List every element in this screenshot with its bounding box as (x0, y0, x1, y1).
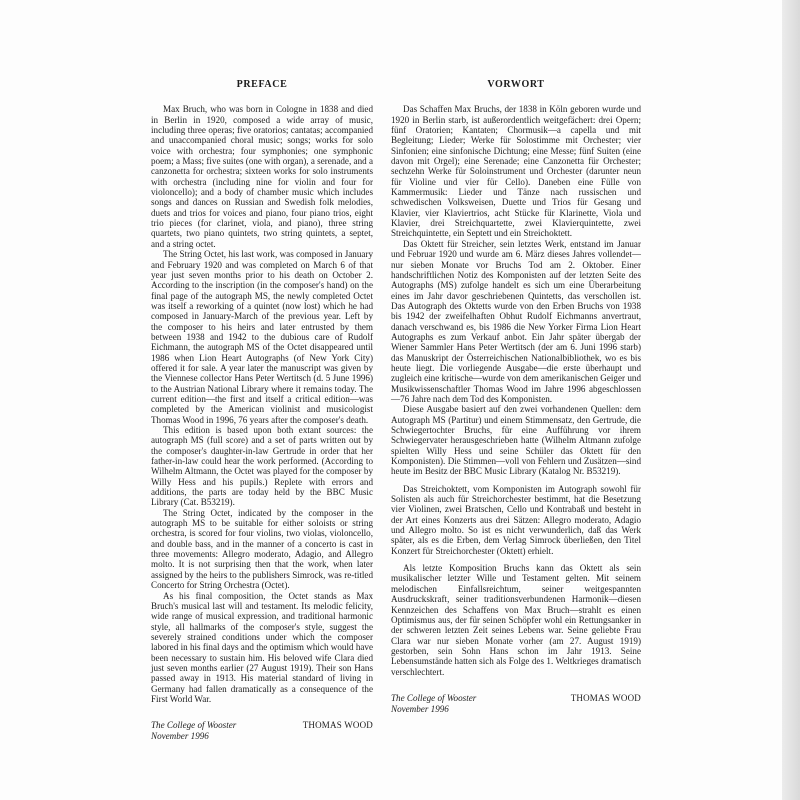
vorwort-signature-place (391, 693, 476, 715)
vorwort-signature-date: November 1996 (391, 703, 449, 714)
preface-paragraph-3: This edition is based upon both extant sources: the autograph MS (full score) and a set of parts written out by the composer's daughter-in-law Gertrude in order that her father-in-law could hear the work performed. (According to Wilhelm Altmann, the Octet was played for the composer by Willy Hess and his pupils.) Replete with errors and additions, the parts are today held by the BBC Music Library (Cat. B53219). (151, 425, 373, 508)
vorwort-paragraph-4: Das Streichoktett, vom Komponisten im Autograph sowohl für Solisten als auch für Streichorchester bestimmt, hat die Besetzung vier Violinen, zwei Bratschen, Cello und Kontrabaß und besteht in der Art eines Konzerts aus drei Sätzen: Allegro moderato, Adagio und Allegro molto. So ist es nicht verwunderlich, daß das Werk später, als es die Erben, dem Verlag Simrock überließen, den Titel Konzert für Streichorchester (Oktett) erhielt. (391, 483, 641, 556)
vorwort-paragraph-5: Als letzte Komposition Bruchs kann das Oktett als sein musikalischer letzter Wille und Testament gelten. Mit seinem melodischen Einfallsreichtum, seiner weitgespannten Ausdruckskraft, seiner traditionsverbundenen Harmonik—diesen Kennzeichen des Schaffens von Max Bruch—strahlt es einen Optimismus aus, der für seinen Schöpfer wohl ein Rettungsanker in der schweren letzten Zeit seines Lebens war. Seine geliebte Frau Clara war nur sieben Monate vorher (am 27. August 1919) gestorben, sein Sohn Hans schon im Jahr 1913. Seine Lebensumstände hatten sich als Folge des 1. Weltkrieges dramatisch verschlechtert. (391, 563, 641, 677)
preface-paragraph-5: As his final composition, the Octet stands as Max Bruch's musical last will and testament. Its melodic felicity, wide range of musical expression, and traditional harmonic style, all hallmarks of the composer's style, suggest the severely strained conditions under which the composer labored in his final days and the optimism which would have been necessary to sustain him. His beloved wife Clara died just seven months earlier (27 August 1919). Their son Hans passed away in 1913. His material standard of living in Germany had fallen dramatically as a consequence of the First World War. (151, 590, 373, 704)
preface-signature-institution: The College of Wooster (151, 720, 237, 731)
vorwort-paragraph-2: Das Oktett für Streicher, sein letztes Werk, entstand im Januar und Februar 1920 und wurde am 6. März dieses Jahres vollendet—nur sieben Monate vor Bruchs Tod am 2. Oktober. Einer handschriftlichen Notiz des Komponisten auf der letzten Seite des Autographs (MS) zufolge handelt es sich um eine Überarbeitung eines im Jahr davor geschriebenen Quintetts, das verschollen ist. Das Autograph des Oktetts wurde von den Erben Bruchs von 1938 bis 1942 der zweifelhaften Obhut Rudolf Eichmanns anvertraut, danach verschwand es, bis 1986 die New Yorker Firma Lion Heart Autographs es zum Verkauf anbot. Ein Jahr später übergab der Wiener Sammler Hans Peter Wertitsch (der am 6. Juni 1996 starb) das Manuskript der Österreichischen Nationalbibliothek, wo es bis heute liegt. Die vorliegende Ausgabe—die erste überhaupt und zugleich eine kritische—wurde von dem amerikanischen Geiger und Musikwissenschaftler Thomas Wood im Jahre 1996 abgeschlossen—76 Jahre nach dem Tod des Komponisten. (391, 238, 641, 404)
preface-paragraph-2: The String Octet, his last work, was composed in January and February 1920 and was completed on March 6 of that year just seven months prior to his death on October 2. According to the inscription (in the composer's hand) on the final page of the autograph MS, the newly completed Octet was itself a reworking of a quintet (now lost) which he had composed in January-March of the previous year. Left by the composer to his heirs and later entrusted by them between 1938 and 1942 to the dubious care of Rudolf Eichmann, the autograph MS of the Octet disappeared until 1986 when Lion Heart Autographs (of New York City) offered it for sale. A year later the manuscript was given by the Viennese collector Hans Peter Wertitsch (d. 5 June 1996) to the Austrian National Library where it remains today. The current edition—the first and itself a critical edition—was completed by the American violinist and musicologist Thomas Wood in 1996, 76 years after the composer's death. (151, 249, 373, 425)
preface-signature-name: THOMAS WOOD (302, 720, 373, 731)
preface-column (151, 80, 373, 742)
preface-paragraph-1: Max Bruch, who was born in Cologne in 1838 and died in Berlin in 1920, composed a wide array of music, including three operas; five oratorios; cantatas; accompanied and unaccompanied choral music; songs; works for solo voice with orchestra; four symphonies; one symphonic poem; a Mass; five suites (one with organ), a serenade, and a canzonetta for orchestra; sixteen works for solo instruments with orchestra (including nine for violin and four for violoncello); and a body of chamber music which includes songs and dances on Russian and Swedish folk melodies, duets and trios for voices and piano, four piano trios, eight trio pieces (for clarinet, viola, and piano), three string quartets, two piano quintets, two string quintets, a septet, and a string octet. (151, 104, 373, 249)
vorwort-column (391, 80, 641, 715)
vorwort-paragraph-3: Diese Ausgabe basiert auf den zwei vorhandenen Quellen: dem Autograph MS (Partitur) und einem Stimmensatz, den Gertrude, die Schwiegertochter Bruchs, für eine Aufführung vor ihrem Schwiegervater herausgeschrieben hatte (Wilhelm Altmann zufolge spielten Willy Hess und seine Schüler das Oktett für den Komponisten). Die Stimmen—voll von Fehlern und Zusätzen—sind heute im Besitz der BBC Music Library (Katalog Nr. B53219). (391, 404, 641, 477)
preface-title: PREFACE (236, 79, 288, 90)
preface-paragraph-4: The String Octet, indicated by the composer in the autograph MS to be suitable for either soloists or string orchestra, is scored for four violins, two violas, violoncello, and double bass, and in the manner of a concerto is cast in three movements: Allegro moderato, Adagio, and Allegro molto. It is not surprising then that the work, when later assigned by the heirs to the publishers Simrock, was re-titled Concerto for String Orchestra (Octet). (151, 507, 373, 591)
vorwort-title: VORWORT (487, 79, 545, 90)
vorwort-signature (391, 693, 641, 715)
vorwort-signature-name: THOMAS WOOD (570, 692, 641, 703)
preface-signature-place (151, 720, 236, 742)
vorwort-paragraph-1: Das Schaffen Max Bruchs, der 1838 in Köln geboren wurde und 1920 in Berlin starb, ist außerordentlich weitgefächert: drei Opern; fünf Oratorien; Kantaten; Chormusik—a capella und mit Begleitung; Lieder; Werke für Solostimme mit Orchester; vier Sinfonien; eine sinfonische Dichtung; eine Messe; fünf Suiten (eine davon mit Orgel); eine Serenade; eine Canzonetta für Orchester; sechzehn Werke für Soloinstrument und Orchester (darunter neun für Violine und vier für Cello). Daneben eine Fülle von Kammermusik: Lieder und Tänze nach russischen und schwedischen Volksweisen, Duette und Trios für Gesang und Klavier, vier Klaviertrios, acht Stücke für Klarinette, Viola und Klavier, drei Streichquartette, zwei Klavierquintette, zwei Streichquintette, ein Septett und ein Streichoktett. (391, 104, 641, 239)
preface-signature-date: November 1996 (151, 731, 209, 742)
preface-signature (151, 720, 373, 742)
vorwort-signature-institution: The College of Wooster (391, 692, 477, 703)
